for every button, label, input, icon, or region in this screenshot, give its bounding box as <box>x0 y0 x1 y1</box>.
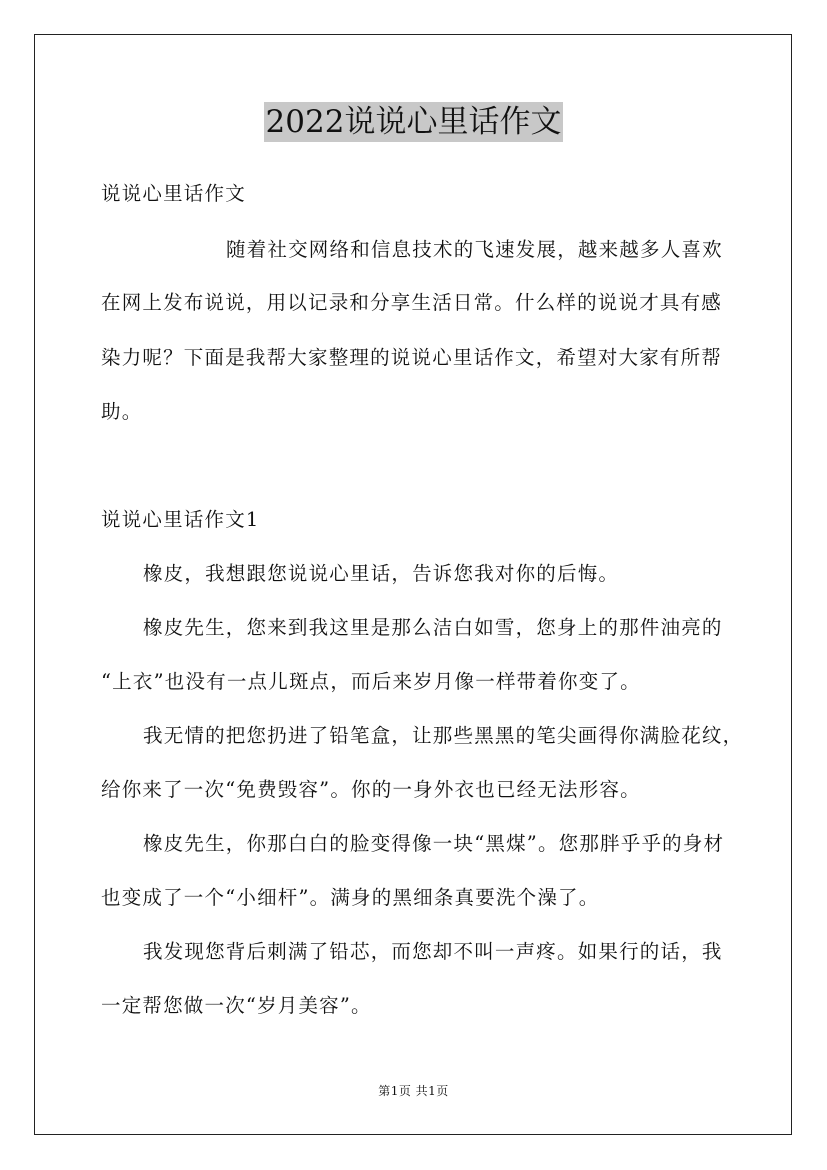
title-container <box>0 102 827 142</box>
body-line-2: 橡皮先生，您来到我这里是那么洁白如雪，您身上的那件油亮的 <box>143 616 723 639</box>
body-line-7: 也变成了一个“小细杆”。满身的黑细条真要洗个澡了。 <box>101 886 600 909</box>
page-footer: 第1页 共1页 <box>378 1084 449 1098</box>
section-heading: 说说心里话作文1 <box>101 508 260 531</box>
document-title: 2022说说心里话作文 <box>265 104 562 140</box>
body-line-4: 我无情的把您扔进了铅笔盒，让那些黑黑的笔尖画得你满脸花纹， <box>143 724 744 747</box>
intro-line-3: 染力呢？下面是我帮大家整理的说说心里话作文，希望对大家有所帮 <box>101 346 723 369</box>
body-line-9: 一定帮您做一次“岁月美容”。 <box>101 994 372 1017</box>
intro-line-2: 在网上发布说说，用以记录和分享生活日常。什么样的说说才具有感 <box>101 291 723 314</box>
body-line-3: “上衣”也没有一点儿斑点，而后来岁月像一样带着你变了。 <box>101 670 641 693</box>
subtitle-line: 说说心里话作文 <box>101 182 246 205</box>
intro-line-4: 助。 <box>101 400 143 423</box>
body-line-1: 橡皮，我想跟您说说心里话，告诉您我对你的后悔。 <box>143 562 620 585</box>
body-line-5: 给你来了一次“免费毁容”。你的一身外衣也已经无法形容。 <box>101 778 641 801</box>
body-line-6: 橡皮先生，你那白白的脸变得像一块“黑煤”。您那胖乎乎的身材 <box>143 832 725 855</box>
intro-line-1: 随着社交网络和信息技术的飞速发展，越来越多人喜欢 <box>226 238 723 261</box>
body-line-8: 我发现您背后刺满了铅芯，而您却不叫一声疼。如果行的话，我 <box>143 940 723 963</box>
